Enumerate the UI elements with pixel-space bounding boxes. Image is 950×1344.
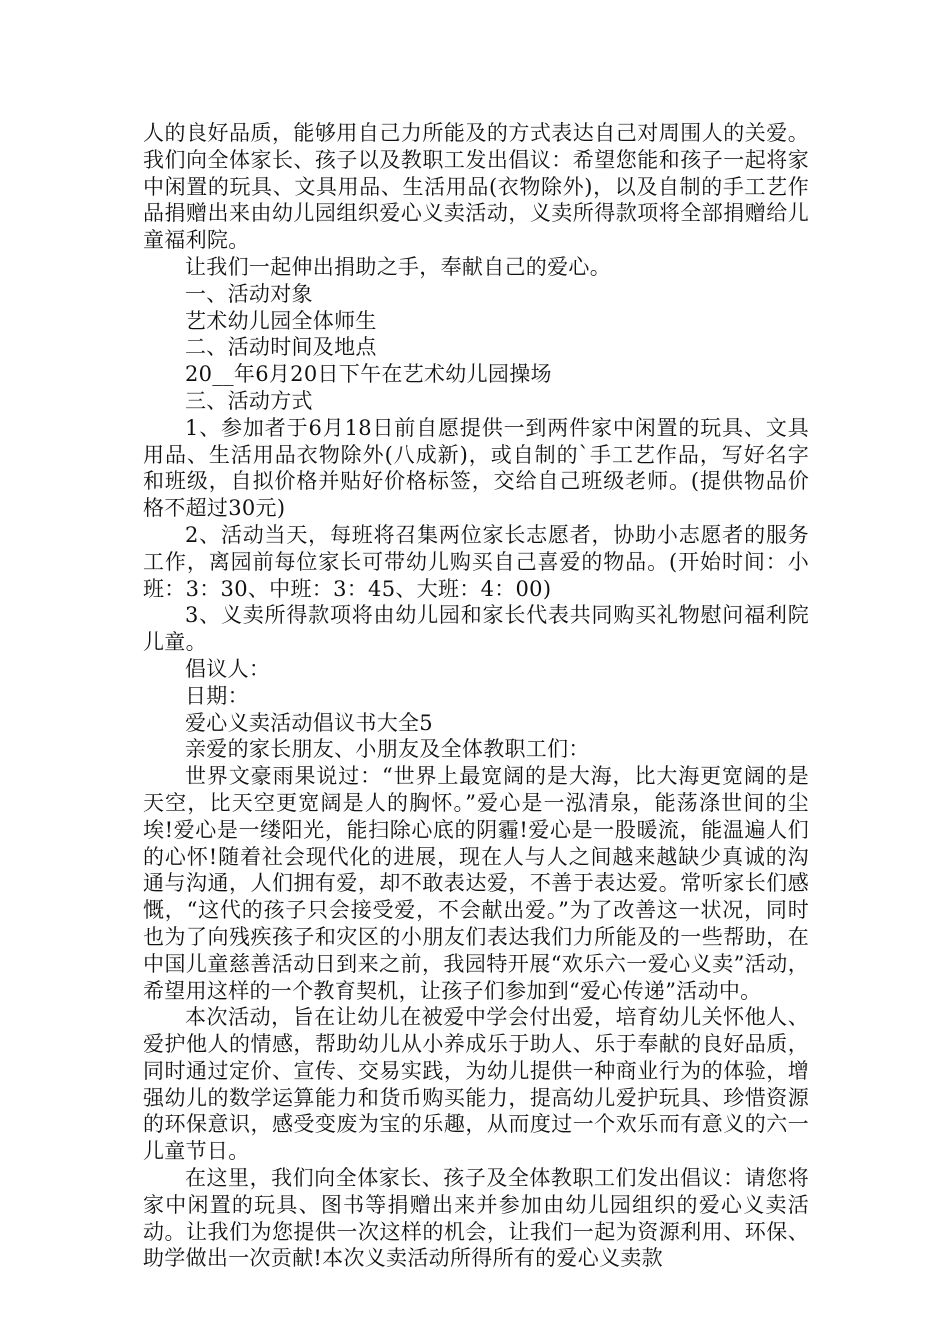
paragraph-method-2: 2、活动当天，每班将召集两位家长志愿者，协助小志愿者的服务工作，离园前每位家长可带幼儿购买自己喜爱的物品。(开始时间：小班：3：30、中班：3：45、大班：4：00) xyxy=(143,522,809,601)
initiator-line: 倡议人： xyxy=(185,656,271,681)
section-heading-participants: 一、活动对象 xyxy=(185,281,313,306)
paragraph-time-place: 20__年6月20日下午在艺术幼儿园操场 xyxy=(185,362,552,387)
document-body xyxy=(143,120,809,1272)
paragraph-purpose: 本次活动，旨在让幼儿在被爱中学会付出爱，培育幼儿关怀他人、爱护他人的情感，帮助幼儿从小养成乐于助人、乐于奉献的良好品质，同时通过定价、宣传、交易实践，为幼儿提供一种商业行为的体验，增强幼儿的数学运算能力和货币购买能力，提高幼儿爱护玩具、珍惜资源的环保意识，感受变废为宝的乐趣，从而度过一个欢乐而有意义的六一儿童节日。 xyxy=(143,1005,809,1164)
paragraph-method-1: 1、参加者于6月18日前自愿提供一到两件家中闲置的玩具、文具用品、生活用品衣物除外(八成新)，或自制的`手工艺作品，写好名字和班级，自拟价格并贴好价格标签，交给自己班级老师。(提供物品价格不超过30元) xyxy=(143,415,809,521)
paragraph-participants: 艺术幼儿园全体师生 xyxy=(185,308,377,333)
paragraph-intro-continued: 人的良好品质，能够用自己力所能及的方式表达自己对周围人的关爱。我们向全体家长、孩子以及教职工发出倡议：希望您能和孩子一起将家中闲置的玩具、文具用品、生活用品(衣物除外)，以及自制的手工艺作品捐赠出来由幼儿园组织爱心义卖活动，义卖所得款项将全部捐赠给儿童福利院。 xyxy=(143,121,809,253)
paragraph-proposal: 在这里，我们向全体家长、孩子及全体教职工们发出倡议：请您将家中闲置的玩具、图书等捐赠出来并参加由幼儿园组织的爱心义卖活动。让我们为您提供一次这样的机会，让我们一起为资源利用、环保、助学做出一次贡献!本次义卖活动所得所有的爱心义卖款 xyxy=(143,1166,809,1271)
section-title-5: 爱心义卖活动倡议书大全5 xyxy=(185,710,433,735)
salutation: 亲爱的家长朋友、小朋友及全体教职工们： xyxy=(185,737,590,762)
section-heading-method: 三、活动方式 xyxy=(185,388,313,413)
paragraph-call-to-action: 让我们一起伸出捐助之手，奉献自己的爱心。 xyxy=(185,254,611,279)
section-heading-time-place: 二、活动时间及地点 xyxy=(185,335,377,360)
paragraph-hugo-quote: 世界文豪雨果说过：“世界上最宽阔的是大海，比大海更宽阔的是天空，比天空更宽阔是人的胸怀。”爱心是一泓清泉，能荡涤世间的尘埃!爱心是一缕阳光，能扫除心底的阴霾!爱心是一股暖流，能温遍人们的心怀!随着社会现代化的进展，现在人与人之间越来越缺少真诚的沟通与沟通，人们拥有爱，却不敢表达爱，不善于表达爱。常听家长们感慨，“这代的孩子只会接受爱，不会献出爱。”为了改善这一状况，同时也为了向残疾孩子和灾区的小朋友们表达我们力所能及的一些帮助，在中国儿童慈善活动日到来之前，我园特开展“欢乐六一爱心义卖”活动，希望用这样的一个教育契机，让孩子们参加到“爱心传递”活动中。 xyxy=(143,764,809,1003)
date-line: 日期： xyxy=(185,683,249,708)
paragraph-method-3: 3、义卖所得款项将由幼儿园和家长代表共同购买礼物慰问福利院儿童。 xyxy=(143,603,809,655)
